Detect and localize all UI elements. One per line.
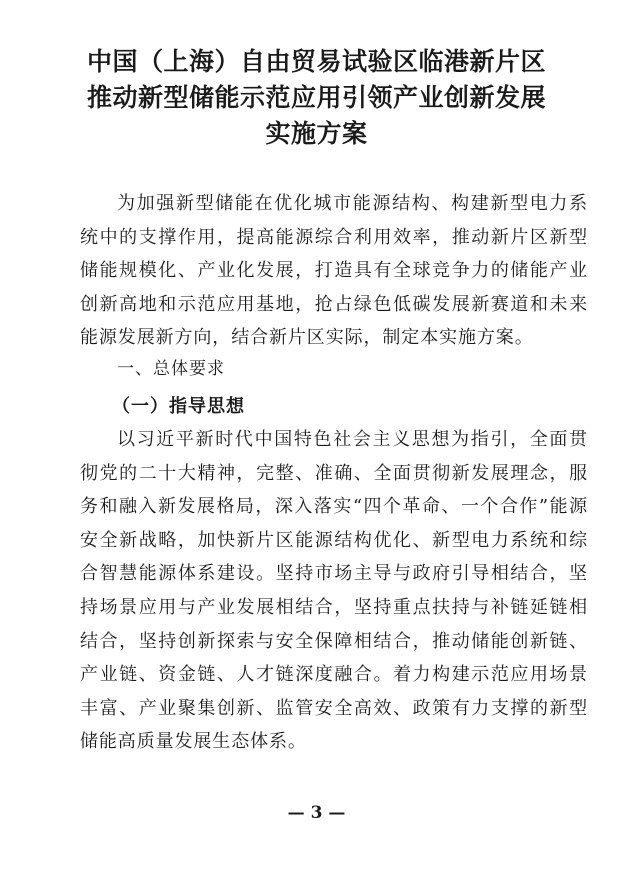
intro-paragraph: 为加强新型储能在优化城市能源结构、构建新型电力系统中的支撑作用，提高能源综合利用效率，推动新片区新型储能规模化、产业化发展，打造具有全球竞争力的储能产业创新高地和示范应用基地，抢占绿色低碳发展新赛道和未来能源发展新方向，结合新片区实际，制定本实施方案。 <box>80 193 588 349</box>
document-title-line-3: 实施方案 <box>265 119 368 148</box>
document-title-line-2: 推动新型储能示范应用引领产业创新发展 <box>86 83 546 112</box>
subsection-heading: （一）指导思想 <box>112 396 245 417</box>
section-heading: 一、总体要求 <box>117 359 225 379</box>
guiding-paragraph: 以习近平新时代中国特色社会主义思想为指引，全面贯彻党的二十大精神，完整、准确、全面贯彻新发展理念，服务和融入新发展格局，深入落实“四个革命、一个合作”能源安全新战略，加快新片区能源结构优化、新型电力系统和综合智慧能源体系建设。坚持市场主导与政府引导相结合，坚持场景应用与产业发展相结合，坚持重点扶持与补链延链相结合，坚持创新探索与安全保障相结合，推动储能创新链、产业链、资金链、人才链深度融合。着力构建示范应用场景丰富、产业聚集创新、监管安全高效、政策有力支撑的新型储能高质量发展生态体系。 <box>80 429 588 753</box>
page-number: — 3 — <box>287 803 346 823</box>
document-title-line-1: 中国（上海）自由贸易试验区临港新片区 <box>86 47 546 76</box>
